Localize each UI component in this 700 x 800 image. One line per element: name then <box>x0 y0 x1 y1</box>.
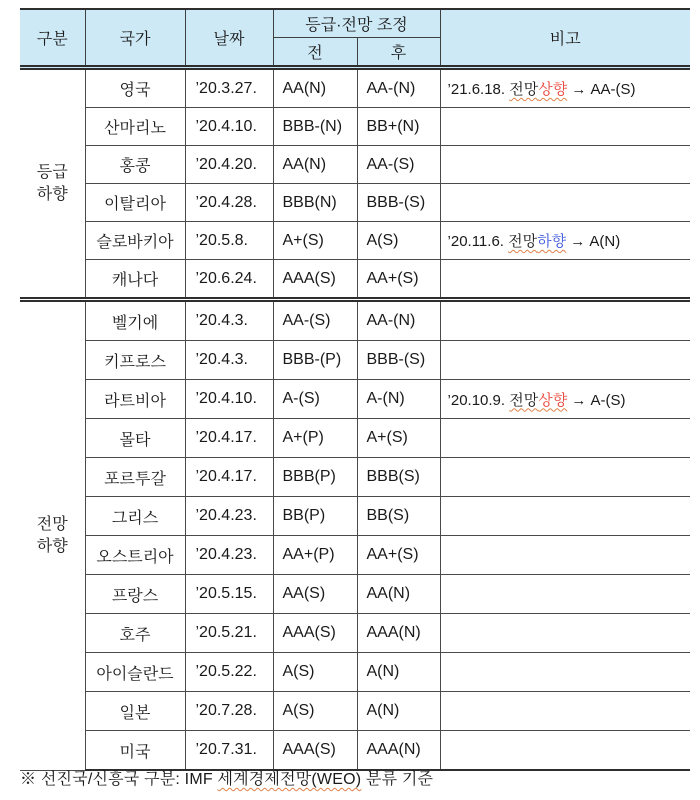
country-cell: 이탈리아 <box>85 184 185 222</box>
category-cell: 등급 하향 <box>20 68 85 300</box>
rating-after-cell: AAA(N) <box>357 614 440 653</box>
remark-cell <box>440 184 690 222</box>
remark-cell <box>440 653 690 692</box>
rating-after-cell: A+(S) <box>357 419 440 458</box>
header-row-1 <box>20 9 690 38</box>
country-cell: 영국 <box>85 68 185 108</box>
rating-before-cell: A+(S) <box>273 222 357 260</box>
remark-cell: ’20.10.9. 전망상향 → A-(S) <box>440 380 690 419</box>
rating-after-cell: BBB-(S) <box>357 184 440 222</box>
table-row <box>20 653 690 692</box>
country-cell: 몰타 <box>85 419 185 458</box>
date-cell: ’20.5.8. <box>185 222 273 260</box>
rating-after-cell: AA-(N) <box>357 68 440 108</box>
rating-before-cell: AA(S) <box>273 575 357 614</box>
table-row <box>20 146 690 184</box>
country-cell: 미국 <box>85 731 185 771</box>
date-cell: ’20.4.10. <box>185 108 273 146</box>
date-cell: ’20.7.28. <box>185 692 273 731</box>
rating-after-cell: A(N) <box>357 653 440 692</box>
country-cell: 오스트리아 <box>85 536 185 575</box>
date-cell: ’20.5.21. <box>185 614 273 653</box>
date-cell: ’20.4.20. <box>185 146 273 184</box>
rating-after-cell: AAA(N) <box>357 731 440 771</box>
remark-direction-word: 하향 <box>537 233 567 250</box>
remark-cell <box>440 108 690 146</box>
rating-after-cell: BB(S) <box>357 497 440 536</box>
remark-cell: ’21.6.18. 전망상향 → AA-(S) <box>440 68 690 108</box>
table-row <box>20 536 690 575</box>
remark-cell: ’20.11.6. 전망하향 → A(N) <box>440 222 690 260</box>
table-row <box>20 575 690 614</box>
header-adjustment-group: 등급·전망 조정 <box>273 9 440 38</box>
rating-before-cell: BBB(P) <box>273 458 357 497</box>
date-cell: ’20.4.17. <box>185 419 273 458</box>
remark-direction-word: 상향 <box>538 391 568 409</box>
remark-cell <box>440 692 690 731</box>
rating-before-cell: BB(P) <box>273 497 357 536</box>
country-cell: 슬로바키아 <box>85 222 185 260</box>
footnote-suffix: 분류 기준 <box>361 771 434 788</box>
country-cell: 키프로스 <box>85 341 185 380</box>
remark-cell <box>440 341 690 380</box>
date-cell: ’20.4.3. <box>185 300 273 341</box>
date-cell: ’20.5.22. <box>185 653 273 692</box>
footnote-prefix: ※ 선진국/신흥국 구분: IMF <box>20 771 218 788</box>
table-row <box>20 108 690 146</box>
table-row <box>20 380 690 419</box>
remark-cell <box>440 536 690 575</box>
rating-after-cell: BB+(N) <box>357 108 440 146</box>
country-cell: 그리스 <box>85 497 185 536</box>
rating-after-cell: AA+(S) <box>357 260 440 300</box>
rating-after-cell: BBB-(S) <box>357 341 440 380</box>
table-row <box>20 497 690 536</box>
date-cell: ’20.4.23. <box>185 536 273 575</box>
table-row <box>20 222 690 260</box>
remark-cell <box>440 300 690 341</box>
remark-cell <box>440 419 690 458</box>
rating-before-cell: AA-(S) <box>273 300 357 341</box>
date-cell: ’20.4.23. <box>185 497 273 536</box>
rating-after-cell: AA-(S) <box>357 146 440 184</box>
rating-before-cell: BBB(N) <box>273 184 357 222</box>
rating-after-cell: BBB(S) <box>357 458 440 497</box>
remark-cell <box>440 260 690 300</box>
date-cell: ’20.4.28. <box>185 184 273 222</box>
table-row <box>20 184 690 222</box>
header-after: 후 <box>357 38 440 68</box>
country-cell: 벨기에 <box>85 300 185 341</box>
header-before: 전 <box>273 38 357 68</box>
country-cell: 캐나다 <box>85 260 185 300</box>
footnote <box>20 766 433 789</box>
rating-before-cell: BBB-(P) <box>273 341 357 380</box>
rating-before-cell: A-(S) <box>273 380 357 419</box>
country-cell: 호주 <box>85 614 185 653</box>
table-row <box>20 614 690 653</box>
rating-after-cell: A-(N) <box>357 380 440 419</box>
date-cell: ’20.4.10. <box>185 380 273 419</box>
category-cell: 전망 하향 <box>20 300 85 771</box>
rating-before-cell: A(S) <box>273 653 357 692</box>
remark-cell <box>440 458 690 497</box>
remark-outlook-word: 전망 <box>509 391 539 409</box>
table-row <box>20 731 690 771</box>
remark-direction-word: 상향 <box>538 81 568 98</box>
date-cell: ’20.4.17. <box>185 458 273 497</box>
country-cell: 일본 <box>85 692 185 731</box>
table-row <box>20 300 690 341</box>
rating-before-cell: BBB-(N) <box>273 108 357 146</box>
rating-before-cell: AAA(S) <box>273 614 357 653</box>
table-row <box>20 458 690 497</box>
rating-after-cell: A(N) <box>357 692 440 731</box>
header-remarks: 비고 <box>440 9 690 68</box>
table-body <box>20 68 690 771</box>
table-row <box>20 260 690 300</box>
date-cell: ’20.7.31. <box>185 731 273 771</box>
rating-after-cell: AA+(S) <box>357 536 440 575</box>
remark-cell <box>440 146 690 184</box>
rating-after-cell: A(S) <box>357 222 440 260</box>
header-country: 국가 <box>85 9 185 68</box>
rating-before-cell: A(S) <box>273 692 357 731</box>
remark-cell <box>440 497 690 536</box>
rating-before-cell: A+(P) <box>273 419 357 458</box>
remark-outlook-word: 전망 <box>509 81 539 98</box>
country-cell: 포르투갈 <box>85 458 185 497</box>
table-row <box>20 68 690 108</box>
rating-after-cell: AA(N) <box>357 575 440 614</box>
date-cell: ’20.6.24. <box>185 260 273 300</box>
remark-outlook-word: 전망 <box>508 233 538 250</box>
rating-after-cell: AA-(N) <box>357 300 440 341</box>
country-cell: 홍콩 <box>85 146 185 184</box>
remark-cell <box>440 731 690 771</box>
rating-before-cell: AA(N) <box>273 68 357 108</box>
remark-cell <box>440 614 690 653</box>
rating-before-cell: AAA(S) <box>273 260 357 300</box>
date-cell: ’20.5.15. <box>185 575 273 614</box>
country-cell: 프랑스 <box>85 575 185 614</box>
country-cell: 산마리노 <box>85 108 185 146</box>
table-row <box>20 419 690 458</box>
table-header <box>20 9 690 68</box>
country-cell: 라트비아 <box>85 380 185 419</box>
rating-adjustment-table <box>20 8 690 771</box>
footnote-underlined-term: 세계경제전망(WEO) <box>217 771 362 788</box>
header-date: 날짜 <box>185 9 273 68</box>
country-cell: 아이슬란드 <box>85 653 185 692</box>
header-category: 구분 <box>20 9 85 68</box>
date-cell: ’20.3.27. <box>185 68 273 108</box>
rating-before-cell: AA(N) <box>273 146 357 184</box>
table-row <box>20 341 690 380</box>
remark-cell <box>440 575 690 614</box>
table-row <box>20 692 690 731</box>
rating-before-cell: AAA(S) <box>273 731 357 771</box>
date-cell: ’20.4.3. <box>185 341 273 380</box>
rating-before-cell: AA+(P) <box>273 536 357 575</box>
